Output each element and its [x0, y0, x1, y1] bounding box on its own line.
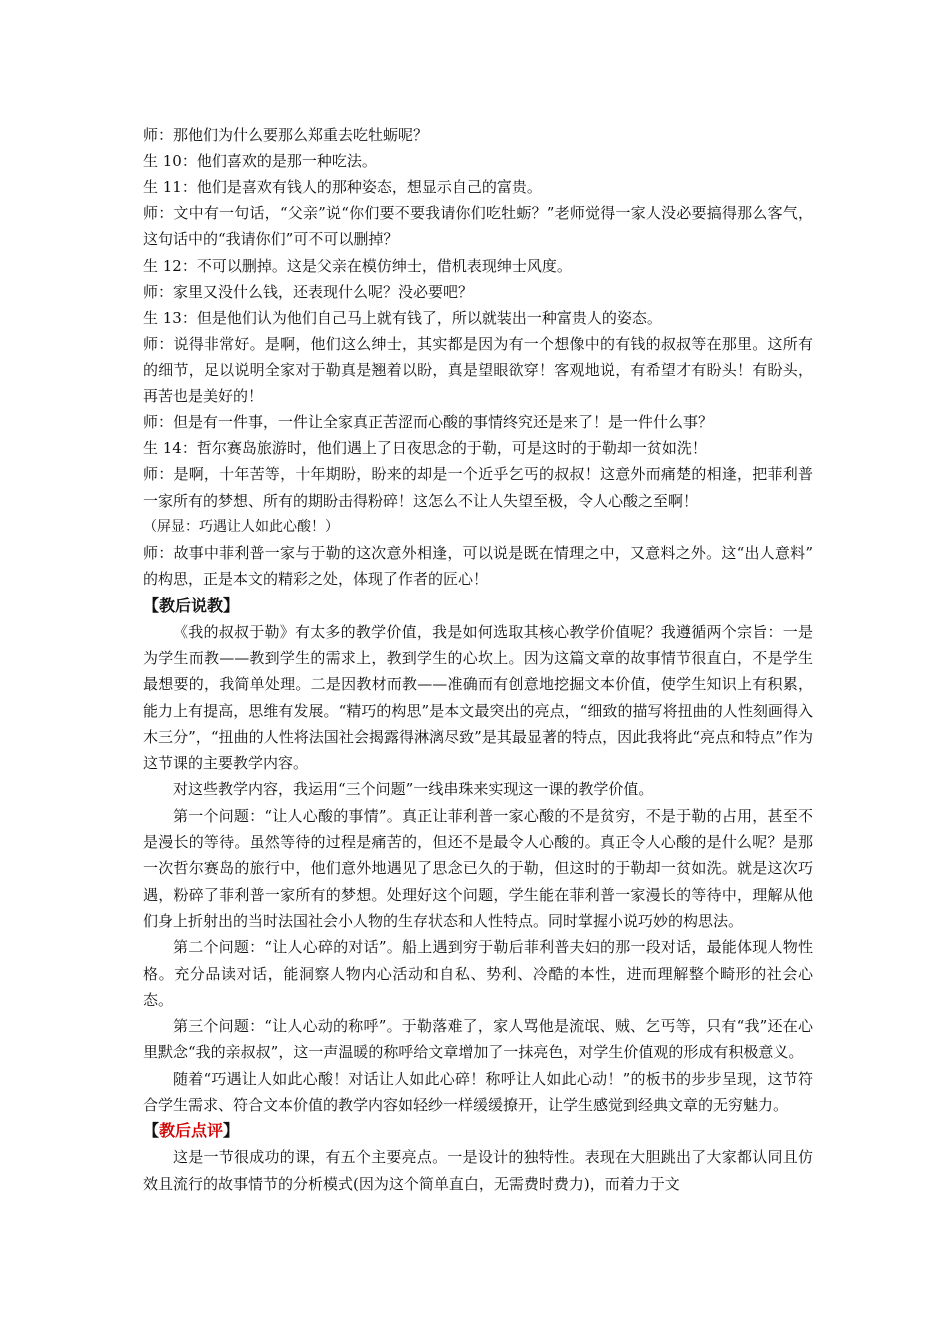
dialogue-line: 师：故事中菲利普一家与于勒的这次意外相逢，可以说是既在情理之中，又意料之外。这“出人意料” 的构思，正是本文的精彩之处，体现了作者的匠心！: [143, 544, 813, 589]
heading-title: 教后点评: [159, 1121, 224, 1141]
heading-bracket-open: 【: [143, 1121, 160, 1141]
dialogue-line: 师：是啊，十年苦等，十年期盼，盼来的却是一个近乎乞丐的叔叔！这意外而痛楚的相逢，把菲利普一家所有的梦想、所有的期盼击得粉碎！这怎么不让人失望至极，令人心酸之至啊！: [143, 465, 813, 510]
dialogue-line: 师：但是有一件事，一件让全家真正苦涩而心酸的事情终究还是来了！是一件什么事？: [143, 413, 714, 432]
section-heading-teaching-reflection: [143, 593, 813, 619]
dialogue-line: 生 11：他们是喜欢有钱人的那种姿态，想显示自己的富贵。: [143, 178, 542, 196]
heading-title: 教后说教: [159, 595, 224, 615]
screen-display-note: （屏显：巧遇让人如此心酸！）: [143, 519, 339, 536]
dialogue-line: 师：说得非常好。是啊，他们这么绅士，其实都是因为有一个想像中的有钱的叔叔等在那里。这所有的细节，足以说明全家对于勒真是翘着以盼，真是望眼欲穿！客观地说，有希望才有盼头！有盼头，再苦也是美好的！: [143, 334, 813, 406]
body-paragraph: 这是一节很成功的课，有五个主要亮点。一是设计的独特性。表现在大胆跳出了大家都认同且仿效且流行的故事情节的分析模式(因为这个简单直白，无需费时费力)，而着力于文: [143, 1148, 813, 1193]
heading-bracket-close: 】: [223, 1121, 240, 1141]
dialogue-line: 生 12：不可以删掉。这是父亲在模仿绅士，借机表现绅士风度。: [143, 256, 572, 275]
document-page: [143, 122, 813, 1197]
body-paragraph: 《我的叔叔于勒》有太多的教学价值，我是如何选取其核心教学价值呢？我遵循两个宗旨：一是为学生而教——教到学生的需求上，教到学生的心坎上。因为这篇文章的故事情节很直白，不是学生最想要的，我简单处理。二是因教材而教——准确而有创意地挖掘文本价值，使学生知识上有积累，能力上有提高，思维有发展。“精巧的构思”是本文最突出的亮点，“细致的描写将扭曲的人性刻画得入木三分”，“扭曲的人性将法国社会揭露得淋漓尽致”是其最显著的特点，因此我将此“亮点和特点”作为这节课的主要教学内容。: [143, 622, 813, 773]
section-heading-teaching-review: [143, 1118, 813, 1144]
dialogue-line: 师：文中有一句话，“父亲”说“你们要不要我请你们吃牡蛎？”老师觉得一家人没必要搞得那么客气，这句话中的“我请你们”可不可以删掉？: [143, 204, 813, 249]
body-paragraph: 随着“巧遇让人如此心酸！对话让人如此心碎！称呼让人如此心动！”的板书的步步呈现，这节符合学生需求、符合文本价值的教学内容如轻纱一样缓缓撩开，让学生感觉到经典文章的无穷魅力。: [143, 1069, 813, 1115]
body-paragraph: 对这些教学内容，我运用“三个问题”一线串珠来实现这一课的教学价值。: [173, 780, 654, 799]
dialogue-line: 师：那他们为什么要那么郑重去吃牡蛎呢？: [143, 126, 429, 144]
body-paragraph: 第二个问题：“让人心碎的对话”。船上遇到穷于勒后菲利普夫妇的那一段对话，最能体现人物性格。充分品读对话，能洞察人物内心活动和自私、势利、冷酷的本性，进而理解整个畸形的社会心态。: [143, 938, 813, 1009]
body-paragraph: 第三个问题：“让人心动的称呼”。于勒落难了，家人骂他是流氓、贼、乞丐等，只有“我”还在心里默念“我的亲叔叔”，这一声温暖的称呼给文章增加了一抹亮色，对学生价值观的形成有积极意义。: [143, 1017, 813, 1062]
dialogue-line: 生 10：他们喜欢的是那一种吃法。: [143, 152, 377, 170]
heading-bracket-close: 】: [223, 595, 240, 615]
dialogue-line: 师：家里又没什么钱，还表现什么呢？没必要吧？: [143, 282, 474, 301]
heading-bracket-open: 【: [143, 595, 160, 615]
dialogue-line: 生 14：哲尔赛岛旅游时，他们遇上了日夜思念的于勒，可是这时的于勒却一贫如洗！: [143, 439, 707, 458]
body-paragraph: 第一个问题：“让人心酸的事情”。真正让菲利普一家心酸的不是贫穷，不是于勒的占用，甚至不是漫长的等待。虽然等待的过程是痛苦的，但还不是最令人心酸的。真正令人心酸的是什么呢？是那一次哲尔赛岛的旅行中，他们意外地遇见了思念已久的于勒，但这时的于勒却一贫如洗。就是这次巧遇，粉碎了菲利普一家所有的梦想。处理好这个问题，学生能在菲利普一家漫长的等待中，理解从他们身上折射出的当时法国社会小人物的生存状态和人性特点。同时掌握小说巧妙的构思法。: [143, 806, 813, 930]
dialogue-line: 生 13：但是他们认为他们自己马上就有钱了，所以就装出一种富贵人的姿态。: [143, 308, 662, 327]
